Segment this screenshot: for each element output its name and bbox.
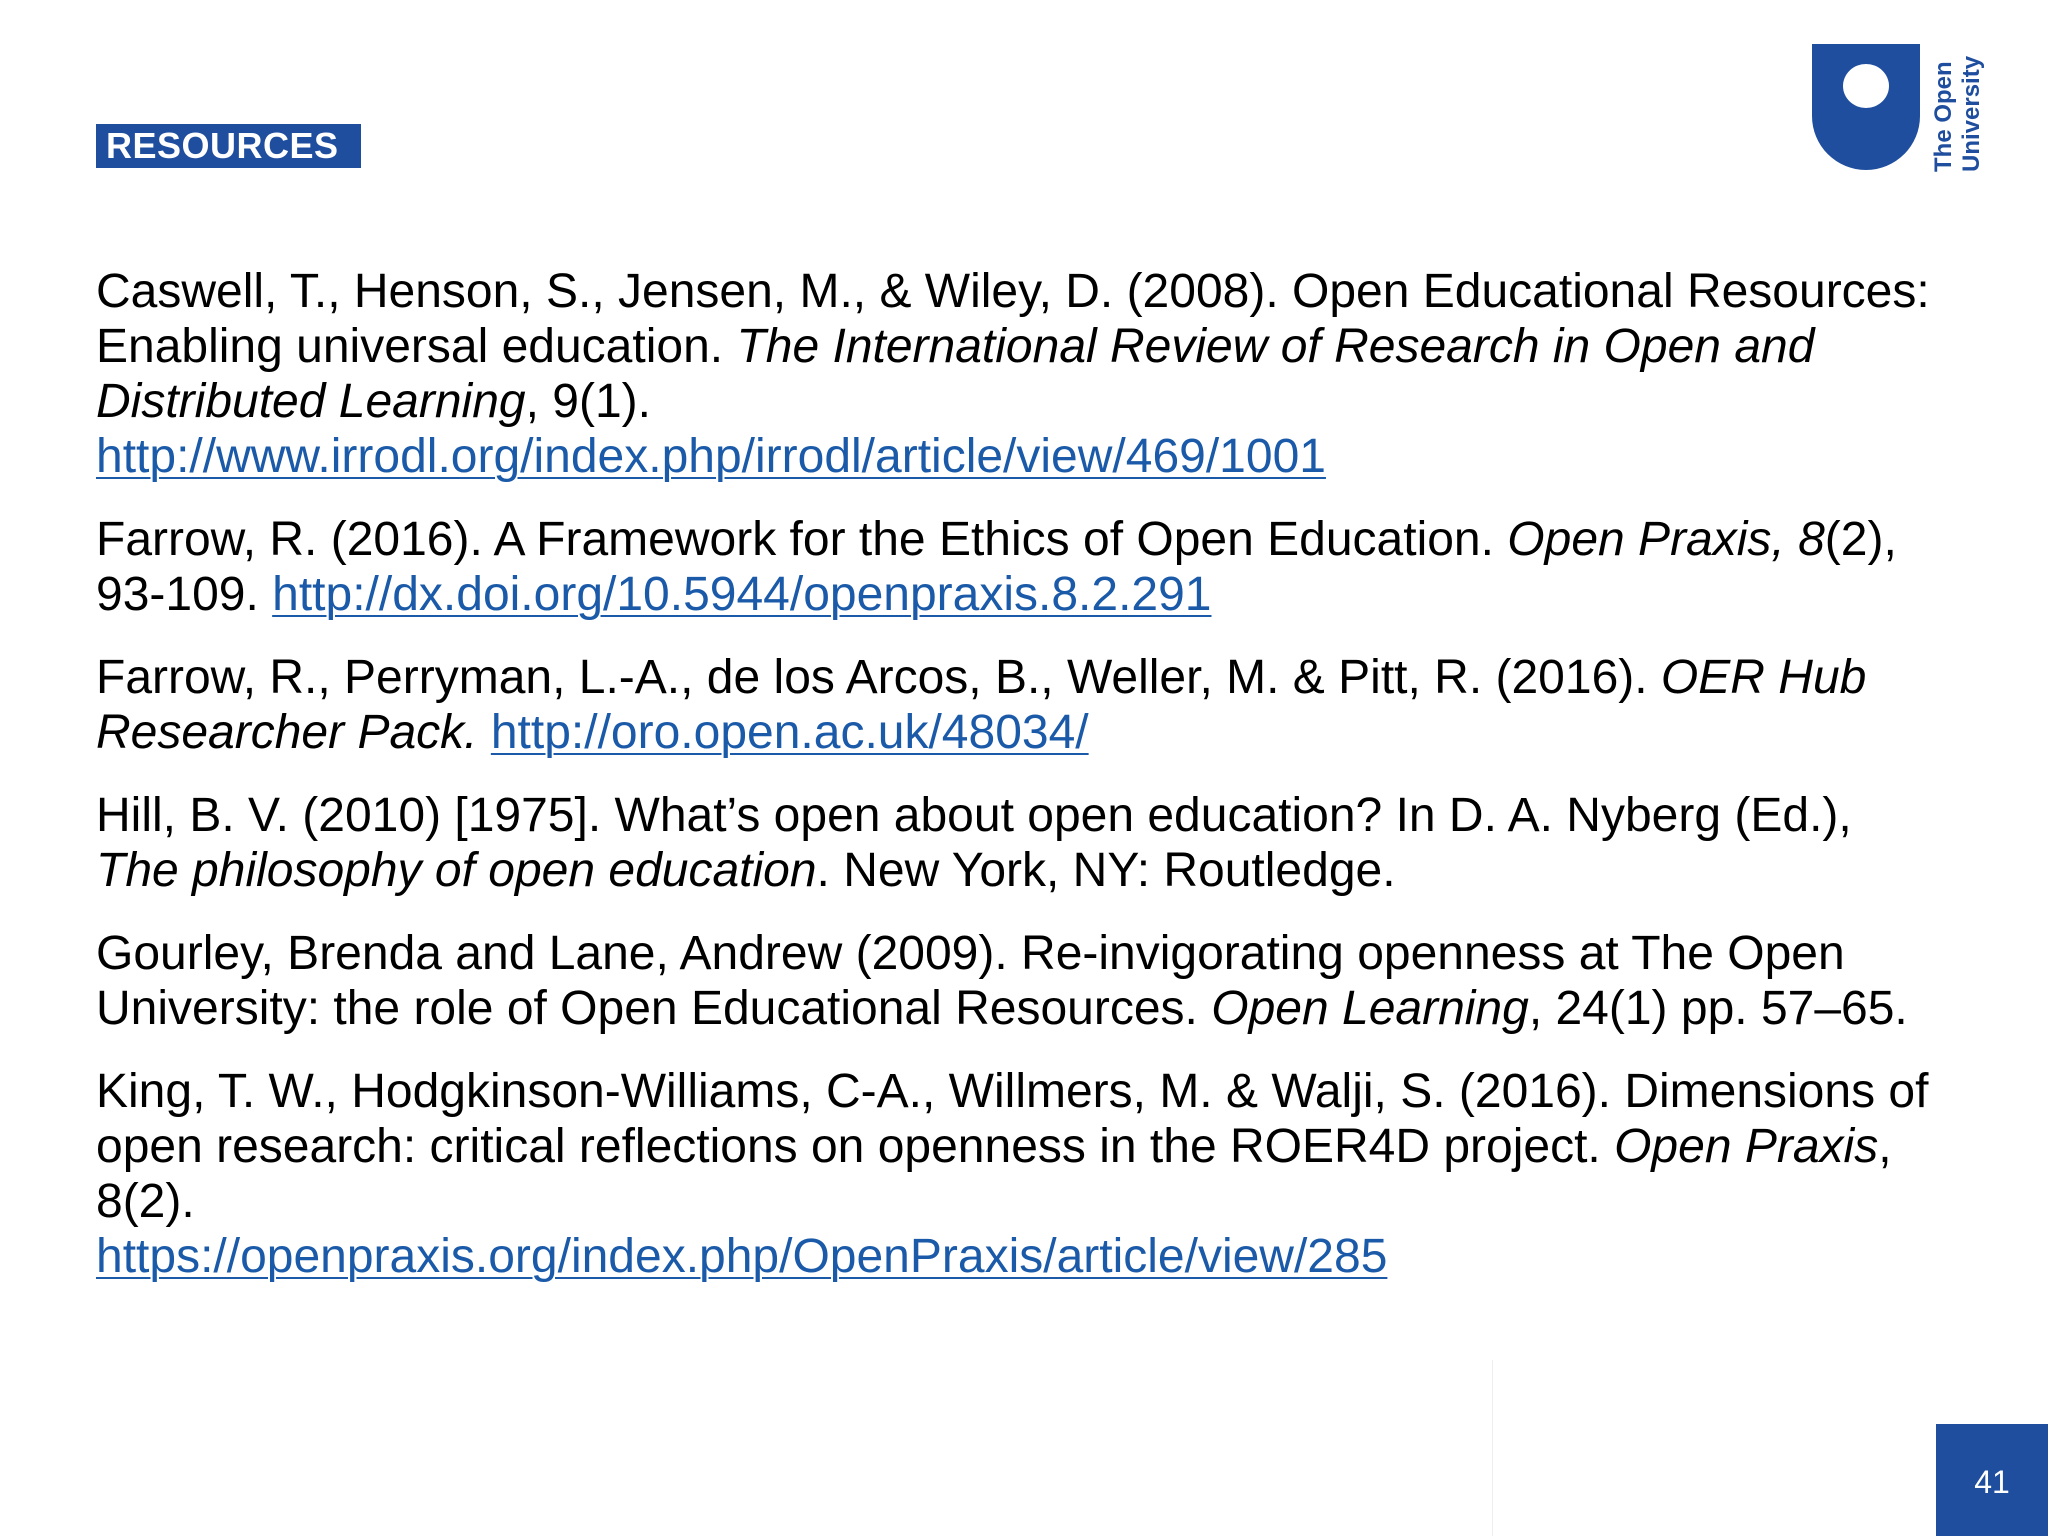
reference-item <box>96 1064 1936 1284</box>
reference-journal: Open Praxis <box>1614 1120 1879 1173</box>
reference-details: , 8(2). <box>96 1120 1892 1228</box>
reference-details: . New York, NY: Routledge. <box>816 844 1396 897</box>
reference-text: Gourley, Brenda and Lane, Andrew (2009). Re-invigorating openness at The Open University: the role of Open Educational Resources. <box>96 927 1845 1035</box>
reference-details <box>478 706 491 759</box>
reference-journal: Open Praxis, 8 <box>1507 513 1825 566</box>
reference-link[interactable]: http://dx.doi.org/10.5944/openpraxis.8.2.291 <box>272 568 1212 621</box>
reference-link[interactable]: http://www.irrodl.org/index.php/irrodl/article/view/469/1001 <box>96 430 1326 483</box>
reference-title: OER Hub Researcher Pack. <box>96 651 1867 759</box>
reference-journal: Open Learning <box>1211 982 1529 1035</box>
reference-details: (2), 93-109. <box>96 513 1897 621</box>
open-university-logo <box>1812 44 2002 174</box>
reference-link[interactable]: https://openpraxis.org/index.php/OpenPraxis/article/view/285 <box>96 1230 1388 1283</box>
reference-item <box>96 650 1936 760</box>
footer-divider <box>1492 1360 1493 1536</box>
reference-text: Farrow, R., Perryman, L.-A., de los Arcos, B., Weller, M. & Pitt, R. (2016). <box>96 651 1661 704</box>
reference-text: King, T. W., Hodgkinson-Williams, C-A., Willmers, M. & Walji, S. (2016). Dimensions of open research: critical reflections on openness in the ROER4D project. <box>96 1065 1929 1173</box>
reference-title: The philosophy of open education <box>96 844 817 897</box>
reference-item <box>96 788 1936 898</box>
reference-text: Hill, B. V. (2010) [1975]. What’s open about open education? In D. A. Nyberg (Ed.), <box>96 789 1852 842</box>
open-university-shield-icon <box>1812 44 1920 170</box>
logo-wordmark <box>1930 56 1986 172</box>
reference-item <box>96 926 1936 1036</box>
reference-link[interactable]: http://oro.open.ac.uk/48034/ <box>490 706 1089 759</box>
section-label: RESOURCES <box>96 124 361 168</box>
reference-text: Farrow, R. (2016). A Framework for the Ethics of Open Education. <box>96 513 1508 566</box>
logo-line-2: University <box>1958 55 1985 172</box>
reference-text: Caswell, T., Henson, S., Jensen, M., & Wiley, D. (2008). Open Educational Resources: Enabling universal education. <box>96 265 1930 373</box>
logo-line-1: The Open <box>1930 61 1957 172</box>
reference-list <box>96 264 1936 1312</box>
page-number: 41 <box>1936 1424 2048 1536</box>
reference-details: , 24(1) pp. 57–65. <box>1528 982 1908 1035</box>
reference-details: , 9(1). <box>525 375 651 428</box>
reference-item <box>96 264 1936 484</box>
reference-item <box>96 512 1936 622</box>
reference-journal: The International Review of Research in Open and Distributed Learning <box>96 320 1815 428</box>
